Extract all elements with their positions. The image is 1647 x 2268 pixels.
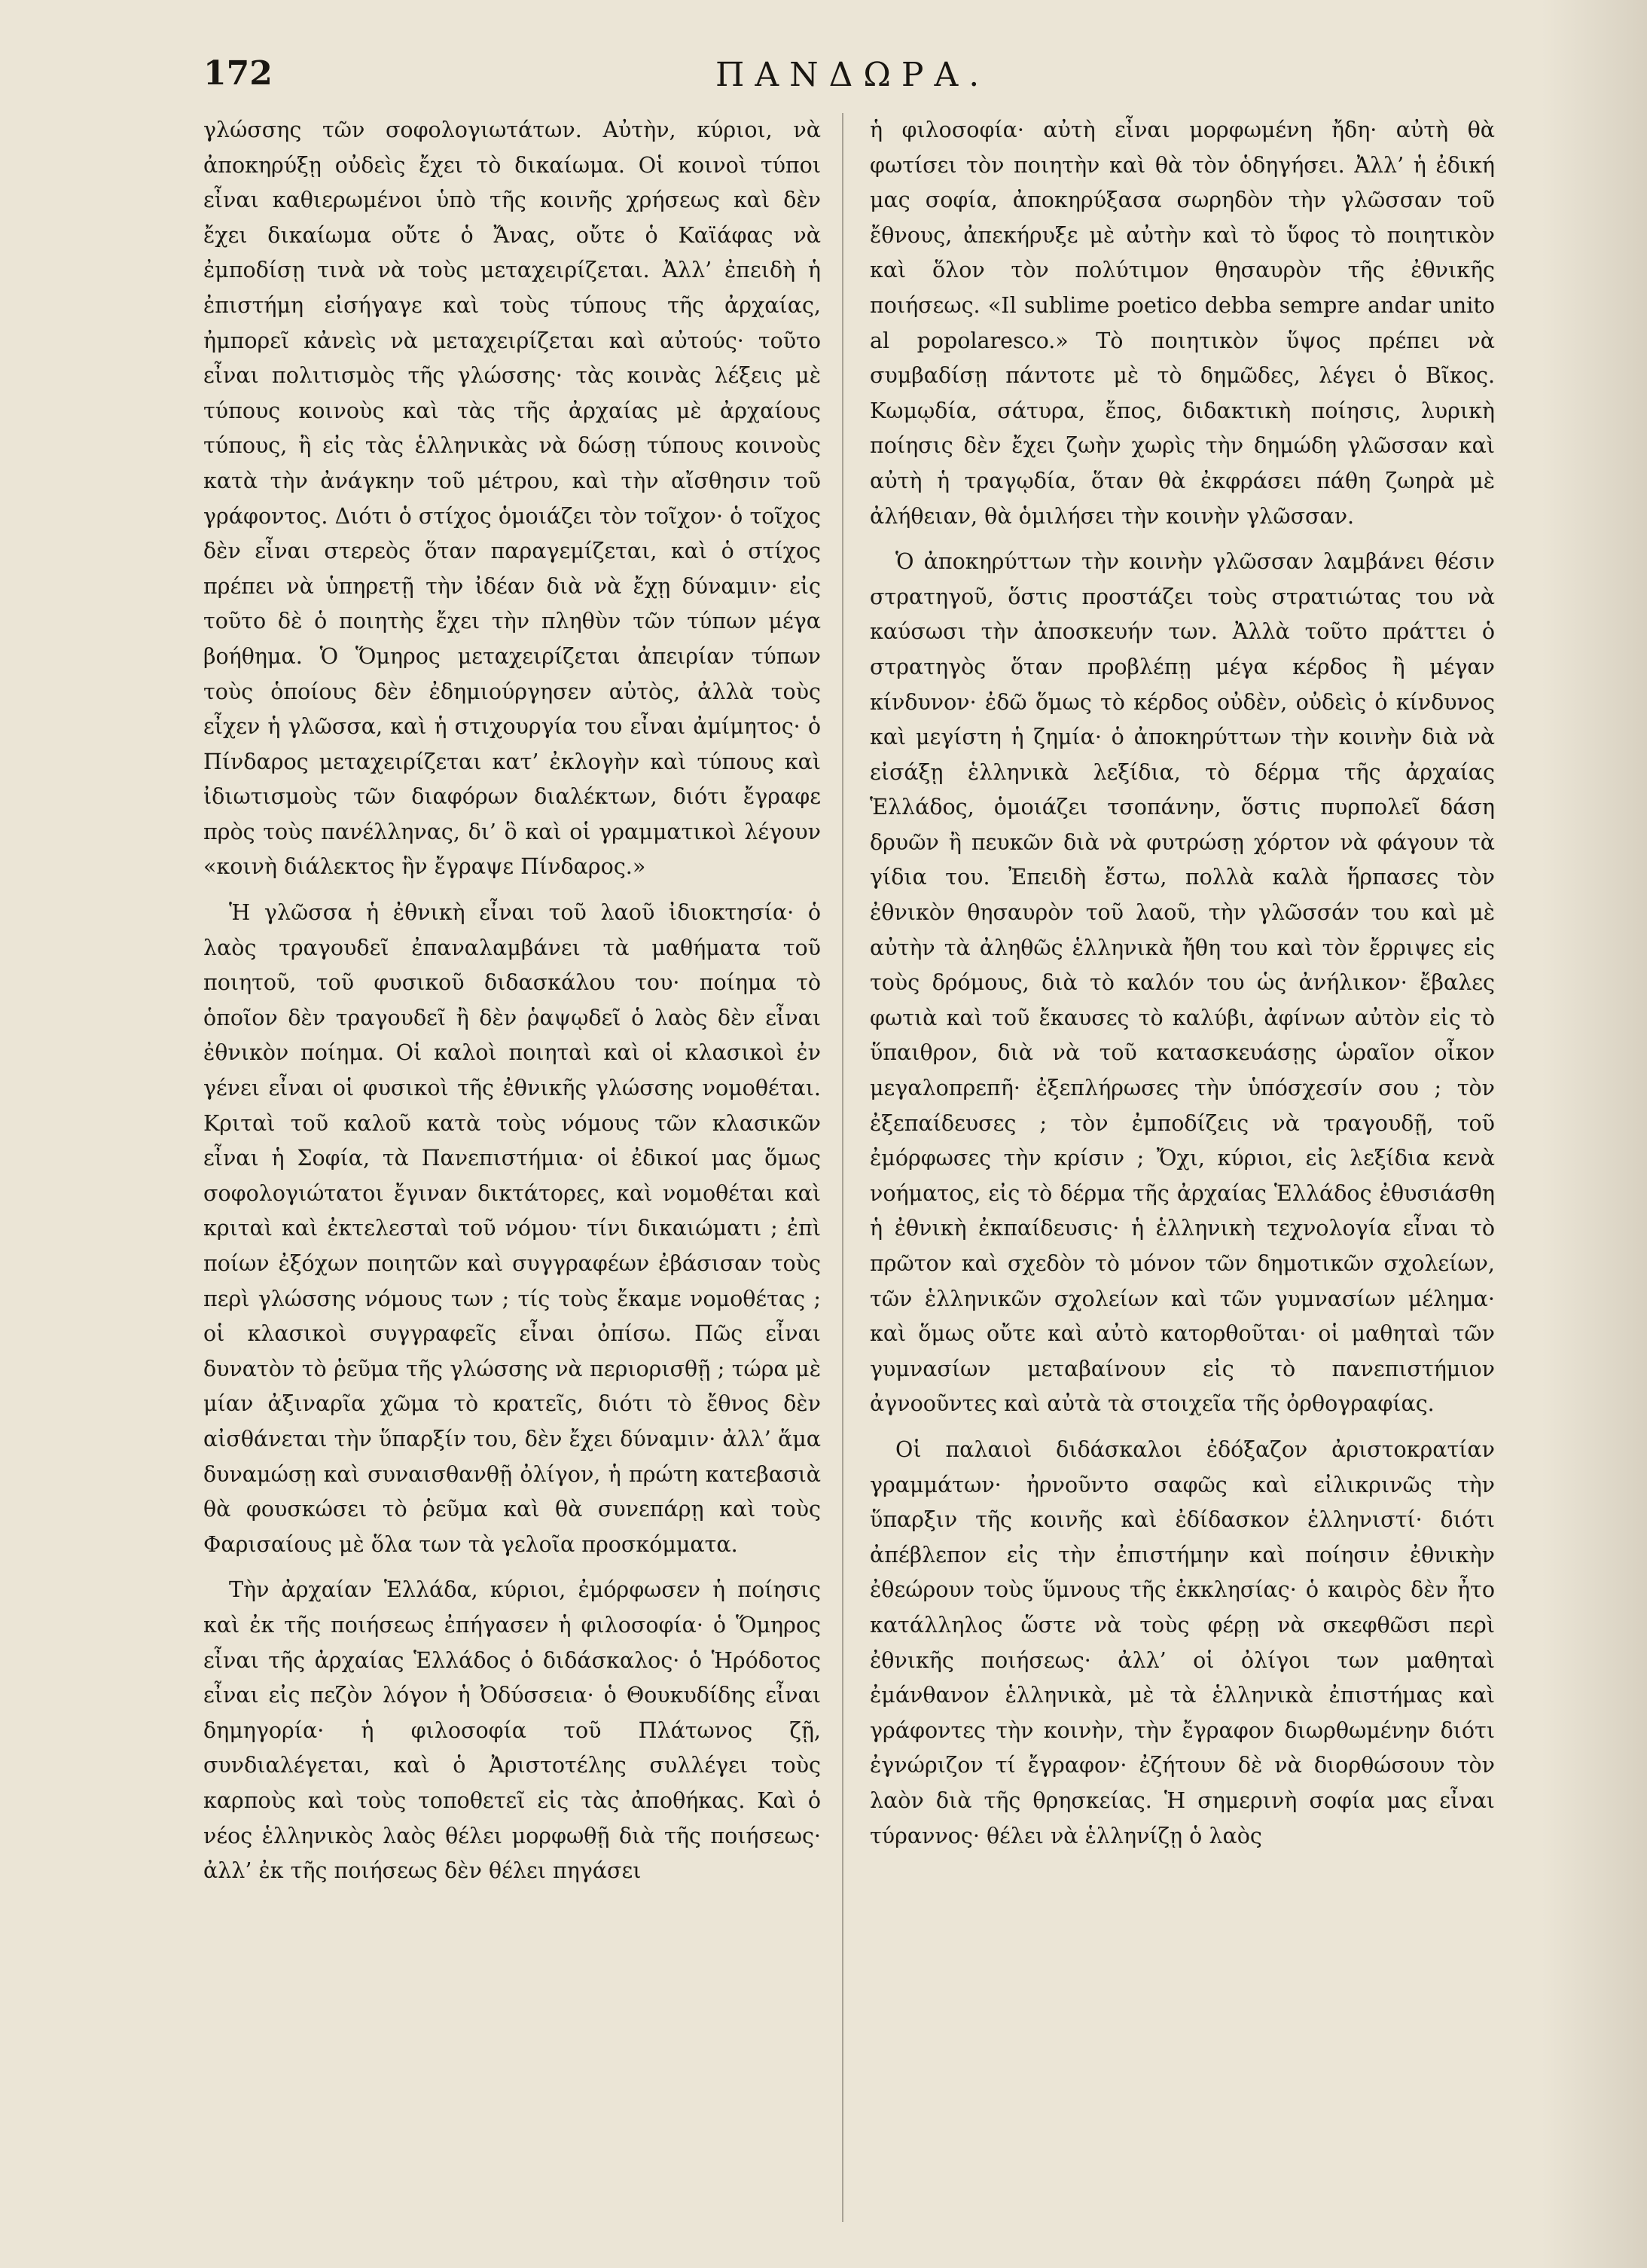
paragraph: Οἱ παλαιοὶ διδάσκαλοι ἐδόξαζον ἀριστοκρατίαν γραμμάτων· ἠρνοῦντο σαφῶς καὶ εἰλικρινῶς τὴν ὕπαρξιν τῆς κοινῆς καὶ ἐδίδασκον ἑλληνιστί· διότι ἀπέβλεπον εἰς τὴν ἐπιστήμην καὶ ποίησιν ἐθνικὴν ἐθεώρουν τοὺς ὕμνους τῆς ἐκκλησίας· ὁ καιρὸς δὲν ἦτο κατάλληλος ὥστε νὰ τοὺς φέρῃ νὰ σκεφθῶσι περὶ ἐθνικῆς ποιήσεως· ἀλλ’ οἱ ὀλίγοι των μαθηταὶ ἐμάνθανον ἑλληνικὰ, μὲ τὰ ἑλληνικὰ ἐπιστήμας καὶ γράφοντες τὴν κοινὴν, τὴν ἔγραφον διωρθωμένην διότι ἐγνώριζον τί ἔγραφον· ἐζήτουν δὲ νὰ διορθώσουν τὸν λαὸν διὰ τῆς θρησκείας. Ἡ σημερινὴ σοφία μας εἶναι τύραννος· θέλει νὰ ἑλληνίζῃ ὁ λαὸς bbox=[870, 1436, 1495, 1848]
running-title: ΠΑΝΔΩΡΑ. bbox=[715, 56, 990, 94]
paragraph: γλώσσης τῶν σοφολογιωτάτων. Αὐτὴν, κύριοι, νὰ ἀποκηρύξῃ οὐδεὶς ἔχει τὸ δικαίωμα. Οἱ κοινοὶ τύποι εἶναι καθιερωμένοι ὑπὸ τῆς κοινῆς χρήσεως καὶ δὲν ἔχει δικαίωμα οὔτε ὁ Ἄνας, οὔτε ὁ Καϊάφας νὰ ἐμποδίσῃ τινὰ νὰ τοὺς μεταχειρίζεται. Ἀλλ’ ἐπειδὴ ἡ ἐπιστήμη εἰσήγαγε καὶ τοὺς τύπους τῆς ἀρχαίας, ἠμπορεῖ κἀνεὶς νὰ μεταχειρίζεται καὶ αὐτούς· τοῦτο εἶναι πολιτισμὸς τῆς γλώσσης· τὰς κοινὰς λέξεις μὲ τύπους κοινοὺς καὶ τὰς τῆς ἀρχαίας μὲ ἀρχαίους τύπους, ἢ εἰς τὰς ἑλληνικὰς νὰ δώσῃ τύπους κοινοὺς κατὰ τὴν ἀνάγκην τοῦ μέτρου, καὶ τὴν αἴσθησιν τοῦ γράφοντος. Διότι ὁ στίχος ὁμοιάζει τὸν τοῖχον· ὁ τοῖχος δὲν εἶναι στερεὸς ὅταν παραγεμίζεται, καὶ ὁ στίχος πρέπει νὰ ὑπηρετῇ τὴν ἰδέαν διὰ νὰ ἔχῃ δύναμιν· εἰς τοῦτο δὲ ὁ ποιητὴς ἔχει τὴν πληθὺν τῶν τύπων μέγα βοήθημα. Ὁ Ὅμηρος μεταχειρίζεται ἀπειρίαν τύπων τοὺς ὁποίους δὲν ἐδημιούργησεν αὐτὸς, ἀλλὰ τοὺς εἶχεν ἡ γλῶσσα, καὶ ἡ στιχουργία του εἶναι ἀμίμητος· ὁ Πίνδαρος μεταχειρίζεται κατ’ ἐκλογὴν καὶ τύπους καὶ ἰδιωτισμοὺς τῶν διαφόρων διαλέκτων, διότι ἔγραφε πρὸς τοὺς πανέλληνας, δι’ ὃ καὶ οἱ γραμματικοὶ λέγουν «κοινὴ διάλεκτος ἣν ἔγραψε Πίνδαρος.» bbox=[203, 118, 821, 880]
column-divider bbox=[842, 113, 843, 2222]
page-edge-shadow bbox=[1542, 0, 1647, 2268]
paragraph: Τὴν ἀρχαίαν Ἑλλάδα, κύριοι, ἐμόρφωσεν ἡ ποίησις καὶ ἐκ τῆς ποιήσεως ἐπήγασεν ἡ φιλοσοφία· ὁ Ὅμηρος εἶναι τῆς ἀρχαίας Ἑλλάδος ὁ διδάσκαλος· ὁ Ἡρόδοτος εἶναι εἰς πεζὸν λόγον ἡ Ὀδύσσεια· ὁ Θουκυδίδης εἶναι δημηγορία· ἡ φιλοσοφία τοῦ Πλάτωνος ζῇ, συνδιαλέγεται, καὶ ὁ Ἀριστοτέλης συλλέγει τοὺς καρποὺς καὶ τοὺς τοποθετεῖ εἰς τὰς ἀποθήκας. Καὶ ὁ νέος ἑλληνικὸς λαὸς θέλει μορφωθῇ διὰ τῆς ποιήσεως· ἀλλ’ ἐκ τῆς ποιήσεως δὲν θέλει πηγάσει bbox=[203, 1577, 821, 1884]
left-column bbox=[203, 113, 821, 1889]
page-header bbox=[203, 54, 1514, 99]
page-number: 172 bbox=[203, 54, 273, 93]
paragraph: Ὁ ἀποκηρύττων τὴν κοινὴν γλῶσσαν λαμβάνει θέσιν στρατηγοῦ, ὅστις προστάζει τοὺς στρατιώτας του νὰ καύσωσι τὴν ἀποσκευήν των. Ἀλλὰ τοῦτο πράττει ὁ στρατηγὸς ὅταν προβλέπῃ μέγα κέρδος ἢ μέγαν κίνδυνον· ἐδῶ ὅμως τὸ κέρδος οὐδὲν, οὐδεὶς ὁ κίνδυνος καὶ μεγίστη ἡ ζημία· ὁ ἀποκηρύττων τὴν κοινὴν διὰ νὰ εἰσάξῃ ἑλληνικὰ λεξίδια, τὸ δέρμα τῆς ἀρχαίας Ἑλλάδος, ὁμοιάζει τσοπάνην, ὅστις πυρπολεῖ δάση δρυῶν ἢ πευκῶν διὰ νὰ φυτρώσῃ χόρτον νὰ φάγουν τὰ γίδια του. Ἐπειδὴ ἔστω, πολλὰ καλὰ ἥρπασες τὸν ἐθνικὸν θησαυρὸν τοῦ λαοῦ, τὴν γλῶσσάν του καὶ μὲ αὐτὴν τὰ ἀληθῶς ἑλληνικὰ ἤθη του καὶ τὸν ἔρριψες εἰς τοὺς δρόμους, διὰ τὸ καλόν του ὡς ἀνήλικον· ἔβαλες φωτιὰ καὶ τοῦ ἔκαυσες τὸ καλύβι, ἀφίνων αὐτὸν εἰς τὸ ὕπαιθρον, διὰ νὰ τοῦ κατασκευάσῃς ὡραῖον οἶκον μεγαλοπρεπῆ· ἐξεπλήρωσες τὴν ὑπόσχεσίν σου ; τὸν ἐξεπαίδευσες ; τὸν ἐμποδίζεις νὰ τραγουδῇ, τοῦ ἐμόρφωσες τὴν κρίσιν ; Ὄχι, κύριοι, εἰς λεξίδια κενὰ νοήματος, εἰς τὸ δέρμα τῆς ἀρχαίας Ἑλλάδος ἐθυσιάσθη ἡ ἐθνικὴ ἐκπαίδευσις· ἡ ἑλληνικὴ τεχνολογία εἶναι τὸ πρῶτον καὶ σχεδὸν τὸ μόνον τῶν δημοτικῶν σχολείων, τῶν ἑλληνικῶν σχολείων καὶ τῶν γυμνασίων μέλημα· καὶ ὅμως οὔτε καὶ αὐτὸ κατορθοῦται· οἱ μαθηταὶ τῶν γυμνασίων μεταβαίνουν εἰς τὸ πανεπιστήμιον ἀγνοοῦντες καὶ αὐτὰ τὰ στοιχεῖα τῆς ὀρθογραφίας. bbox=[870, 549, 1495, 1417]
right-column bbox=[870, 113, 1495, 1854]
paragraph: ἡ φιλοσοφία· αὐτὴ εἶναι μορφωμένη ἤδη· αὐτὴ θὰ φωτίσει τὸν ποιητὴν καὶ θὰ τὸν ὁδηγήσει. Ἀλλ’ ἡ ἐδική μας σοφία, ἀποκηρύξασα σωρηδὸν τὴν γλῶσσαν τοῦ ἔθνους, ἀπεκήρυξε μὲ αὐτὴν καὶ τὸ ὕφος τὸ ποιητικὸν καὶ ὅλον τὸν πολύτιμον θησαυρὸν τῆς ἐθνικῆς ποιήσεως. «Il sublime poetico debba sempre andar unito al popolaresco.» Τὸ ποιητικὸν ὕψος πρέπει νὰ συμβαδίσῃ πάντοτε μὲ τὸ δημῶδες, λέγει ὁ Βῖκος. Κωμῳδία, σάτυρα, ἔπος, διδακτικὴ ποίησις, λυρικὴ ποίησις δὲν ἔχει ζωὴν χωρὶς τὴν δημώδη γλῶσσαν καὶ αὐτὴ ἡ τραγῳδία, ὅταν θὰ ἐκφράσει πάθη ζωηρὰ μὲ ἀλήθειαν, θὰ ὁμιλήσει τὴν κοινὴν γλῶσσαν. bbox=[870, 118, 1495, 529]
paragraph: Ἡ γλῶσσα ἡ ἐθνικὴ εἶναι τοῦ λαοῦ ἰδιοκτησία· ὁ λαὸς τραγουδεῖ ἐπαναλαμβάνει τὰ μαθήματα τοῦ ποιητοῦ, τοῦ φυσικοῦ διδασκάλου του· ποίημα τὸ ὁποῖον δὲν τραγουδεῖ ἢ δὲν ῥαψῳδεῖ ὁ λαὸς δὲν εἶναι ἐθνικὸν ποίημα. Οἱ καλοὶ ποιηταὶ καὶ οἱ κλασικοὶ ἐν γένει εἶναι οἱ φυσικοὶ τῆς ἐθνικῆς γλώσσης νομοθέται. Κριταὶ τοῦ καλοῦ κατὰ τοὺς νόμους τῶν κλασικῶν εἶναι ἡ Σοφία, τὰ Πανεπιστήμια· οἱ ἐδικοί μας ὅμως σοφολογιώτατοι ἔγιναν δικτάτορες, καὶ νομοθέται καὶ κριταὶ καὶ ἐκτελεσταὶ τοῦ νόμου· τίνι δικαιώματι ; ἐπὶ ποίων ἐξόχων ποιητῶν καὶ συγγραφέων ἐβάσισαν τοὺς περὶ γλώσσης νόμους των ; τίς τοὺς ἔκαμε νομοθέτας ; οἱ κλασικοὶ συγγραφεῖς εἶναι ὀπίσω. Πῶς εἶναι δυνατὸν τὸ ῥεῦμα τῆς γλώσσης νὰ περιορισθῇ ; τώρα μὲ μίαν ἀξιναρῖα χῶμα τὸ κρατεῖς, διότι τὸ ἔθνος δὲν αἰσθάνεται τὴν ὕπαρξίν του, δὲν ἔχει δύναμιν· ἀλλ’ ἅμα δυναμώσῃ καὶ συναισθανθῇ ὀλίγον, ἡ πρώτη κατεβασιὰ θὰ φουσκώσει τὸ ῥεῦμα καὶ θὰ συνεπάρῃ καὶ τοὺς Φαρισαίους μὲ ὅλα των τὰ γελοῖα προσκόμματα. bbox=[203, 900, 821, 1557]
